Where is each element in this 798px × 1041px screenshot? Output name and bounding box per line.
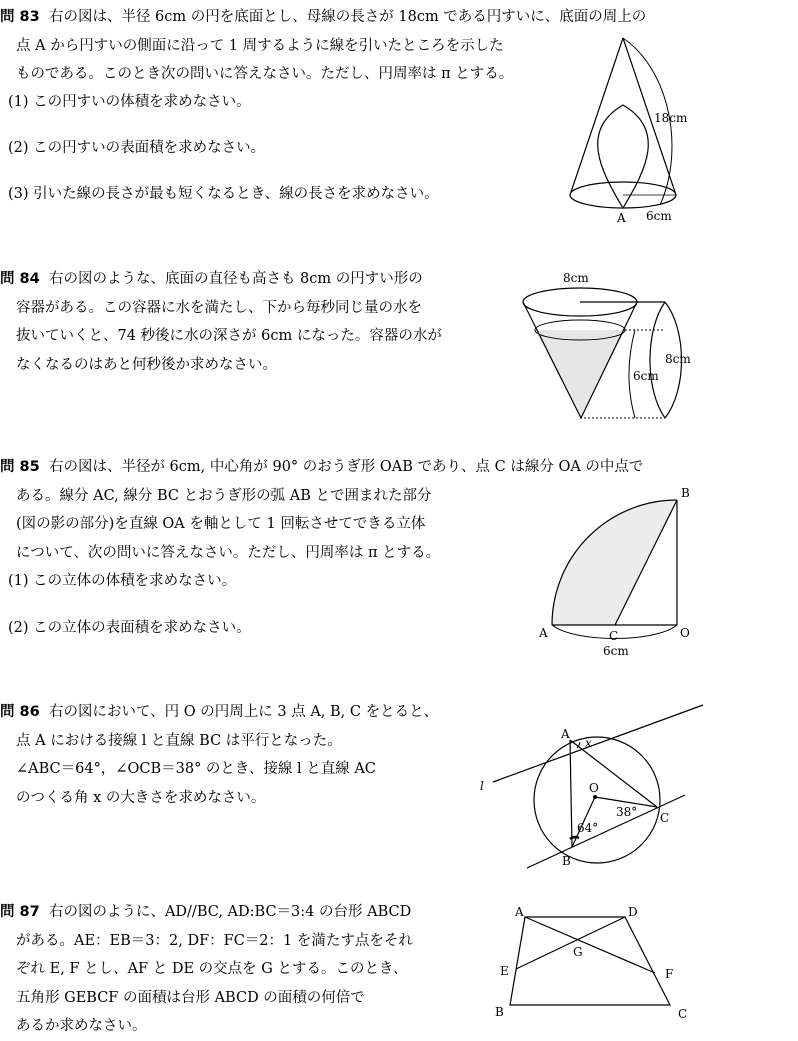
question-text: 点 A から円すいの側面に沿って 1 周するように線を引いたところを示した	[16, 37, 504, 54]
subquestion-1: (1) この立体の体積を求めなさい。	[8, 573, 237, 589]
question-text: 右の図は、半径 6cm の円を底面とし、母線の長さが 18cm である円すいに、底面の周上の	[48, 9, 647, 25]
question-text: 容器がある。この容器に水を満たし、下から毎秒同じ量の水を	[16, 299, 422, 316]
question-text: のつくる角 x の大きさを求めなさい。	[16, 789, 266, 806]
label-o: O	[589, 781, 599, 795]
question-number: 問 87	[0, 904, 40, 920]
question-text: 右の図のような、底面の直径も高さも 8cm の円すい形の	[48, 271, 423, 287]
label-o: O	[680, 626, 690, 640]
question-number: 問 86	[0, 704, 40, 720]
question-text: あるか求めなさい。	[16, 1018, 147, 1034]
question-text: なくなるのはあと何秒後か求めなさい。	[16, 356, 277, 373]
label-b: B	[681, 486, 690, 500]
question-87	[0, 898, 413, 1041]
subquestion-2: (2) この円すいの表面積を求めなさい。	[8, 140, 266, 156]
question-number: 問 85	[0, 459, 40, 475]
label-18cm: 18cm	[654, 111, 688, 125]
question-text: 五角形 GEBCF の面積は台形 ABCD の面積の何倍で	[16, 989, 365, 1006]
question-84	[0, 265, 442, 379]
label-c: C	[609, 629, 619, 643]
label-c: C	[678, 1007, 688, 1021]
question-number: 問 83	[0, 9, 40, 25]
label-8cm-height: 8cm	[665, 352, 691, 366]
label-a: A	[617, 211, 626, 225]
label-6cm: 6cm	[603, 644, 629, 658]
label-a: A	[515, 905, 524, 919]
subquestion-1: (1) この円すいの体積を求めなさい。	[8, 94, 251, 110]
question-text: 右の図は、半径が 6cm, 中心角が 90° のおうぎ形 OAB であり、点 C は線分 OA の中点で	[48, 459, 644, 475]
label-b: B	[495, 1005, 504, 1019]
question-text: 点 A における接線 l と直線 BC は平行となった。	[16, 732, 342, 749]
question-text: ものである。このとき次の問いに答えなさい。ただし、円周率は π とする。	[16, 66, 514, 82]
question-86	[0, 698, 438, 812]
label-38: 38°	[616, 805, 638, 819]
cone-figure-83	[560, 30, 700, 230]
label-6cm: 6cm	[646, 209, 672, 223]
question-text: ある。線分 AC, 線分 BC とおうぎ形の弧 AB とで囲まれた部分	[16, 487, 432, 504]
label-a: A	[561, 727, 570, 741]
sector-figure-85	[535, 485, 705, 660]
question-text: 抜いていくと、74 秒後に水の深さが 6cm になった。容器の水が	[16, 328, 442, 344]
question-text: について、次の問いに答えなさい。ただし、円周率は π とする。	[16, 544, 441, 561]
cone-figure-84	[515, 270, 705, 430]
label-8cm-diameter: 8cm	[563, 271, 589, 285]
subquestion-2: (2) この立体の表面積を求めなさい。	[8, 620, 251, 636]
label-b: B	[562, 854, 571, 868]
question-text: 右の図のように、AD//BC, AD:BC＝3:4 の台形 ABCD	[48, 904, 412, 920]
label-64: 64°	[577, 821, 599, 835]
question-text: (図の影の部分)を直線 OA を軸として 1 回転させてできる立体	[16, 516, 426, 532]
label-c: C	[660, 811, 670, 825]
label-g: G	[573, 945, 583, 959]
question-number: 問 84	[0, 271, 40, 287]
label-e: E	[500, 964, 509, 978]
label-a: A	[539, 626, 548, 640]
question-text: ∠ABC＝64°，∠OCB＝38° のとき、接線 l と直線 AC	[16, 761, 376, 777]
label-f: F	[665, 967, 674, 981]
circle-figure-86	[475, 700, 705, 870]
label-6cm-depth: 6cm	[633, 369, 659, 383]
question-text: 右の図において、円 O の円周上に 3 点 A, B, C をとると、	[48, 704, 439, 720]
subquestion-3: (3) 引いた線の長さが最も短くなるとき、線の長さを求めなさい。	[8, 186, 439, 202]
label-x: x	[585, 736, 592, 750]
question-text: がある。AE：EB＝3：2, DF：FC＝2：1 を満たす点をそれ	[16, 932, 413, 949]
question-text: ぞれ E, F とし、AF と DE の交点を G とする。このとき、	[16, 961, 408, 977]
label-d: D	[628, 905, 638, 919]
trapezoid-figure-87	[490, 900, 700, 1025]
label-l: l	[480, 779, 484, 793]
question-83	[0, 3, 646, 89]
